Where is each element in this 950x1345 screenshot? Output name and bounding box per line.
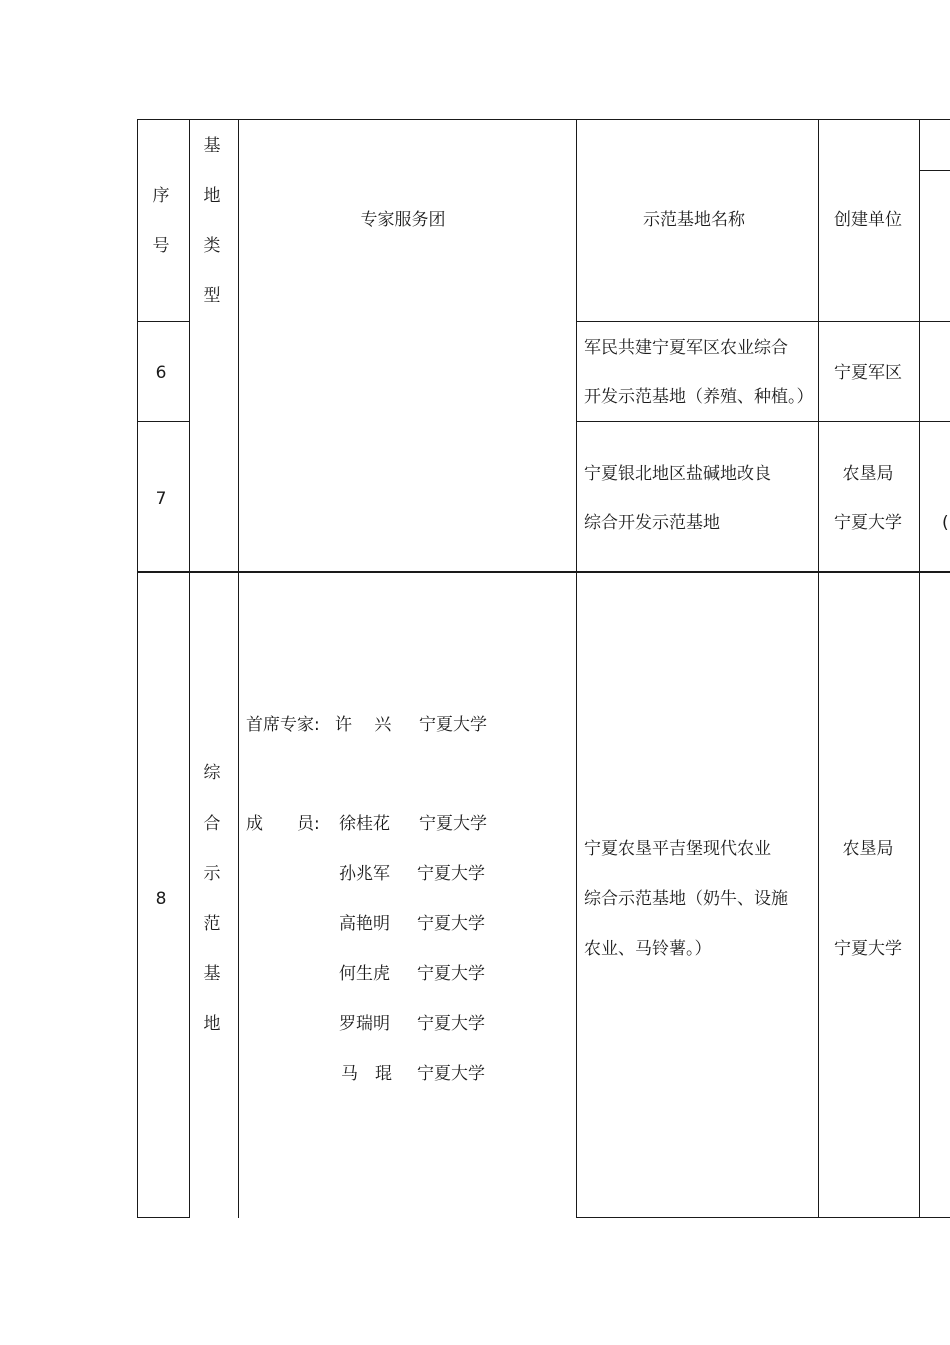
row-base-name-line: 综合开发示范基地 (584, 513, 720, 533)
col-unit-right (919, 119, 920, 1218)
header-type-char: 型 (203, 286, 221, 306)
member-org: 宁夏大学 (417, 1014, 485, 1034)
member-name: 罗瑞明 (339, 1014, 390, 1034)
chief-expert-org: 宁夏大学 (419, 715, 487, 735)
col-name-right (818, 119, 819, 1218)
member-name: 高艳明 (339, 914, 390, 934)
row-unit-line: 农垦局 (842, 839, 894, 859)
row6-bottom-left (137, 421, 189, 422)
row-type-char: 基 (203, 964, 221, 984)
row6-bottom-right (576, 421, 950, 422)
row-unit-line: 宁夏军区 (834, 363, 902, 383)
chief-expert-label: 首席专家: (246, 715, 320, 735)
header-bottom-right (576, 321, 950, 322)
row-base-name-line: 农业、马铃薯。） (584, 939, 712, 959)
row8-bottom-left (137, 1217, 189, 1218)
row-seq: 7 (155, 489, 167, 509)
row-type-char: 合 (203, 814, 221, 834)
row-base-name-line: 宁夏银北地区盐碱地改良 (584, 464, 771, 484)
header-team: 专家服务团 (360, 210, 446, 230)
row-unit-line: 农垦局 (842, 464, 894, 484)
header-type-char: 基 (203, 136, 221, 156)
section-divider (137, 571, 950, 573)
header-base-name: 示范基地名称 (643, 210, 745, 230)
border-top (137, 119, 950, 120)
row-base-name-line: 开发示范基地（养殖、种植。） (584, 387, 814, 407)
col-team-right (576, 119, 577, 1218)
header-sub-rule (920, 170, 950, 171)
row-unit-line: 宁夏大学 (834, 939, 902, 959)
row-edge-glyph: ( (942, 513, 949, 533)
member-org: 宁夏大学 (419, 814, 487, 834)
row-seq: 8 (155, 889, 167, 909)
row-unit-line: 宁夏大学 (834, 513, 902, 533)
header-unit: 创建单位 (834, 210, 902, 230)
row-base-name-line: 军民共建宁夏军区农业综合 (584, 338, 788, 358)
row-type-char: 地 (203, 1014, 221, 1034)
member-org: 宁夏大学 (417, 964, 485, 984)
chief-expert-name: 许 兴 (335, 715, 392, 735)
member-org: 宁夏大学 (417, 864, 485, 884)
row-base-name-line: 宁夏农垦平吉堡现代农业 (584, 839, 771, 859)
header-seq-char: 号 (152, 236, 170, 256)
row-base-name-line: 综合示范基地（奶牛、设施 (584, 889, 788, 909)
member-name: 徐桂花 (339, 814, 390, 834)
header-seq-char: 序 (152, 186, 170, 206)
header-bottom-left (137, 321, 189, 322)
member-name: 孙兆军 (339, 864, 390, 884)
header-type-char: 地 (203, 186, 221, 206)
row-type-char: 范 (203, 914, 221, 934)
col-left (137, 119, 138, 1218)
row8-bottom-right (576, 1217, 950, 1218)
col-type-right (238, 119, 239, 1218)
member-name: 马 琨 (341, 1064, 392, 1084)
row-seq: 6 (155, 363, 167, 383)
col-seq-right (189, 119, 190, 1218)
member-name: 何生虎 (339, 964, 390, 984)
row-type-char: 综 (203, 763, 221, 783)
member-label: 成 员: (246, 814, 320, 834)
header-type-char: 类 (203, 236, 221, 256)
member-org: 宁夏大学 (417, 914, 485, 934)
row-type-char: 示 (203, 864, 221, 884)
member-org: 宁夏大学 (417, 1064, 485, 1084)
